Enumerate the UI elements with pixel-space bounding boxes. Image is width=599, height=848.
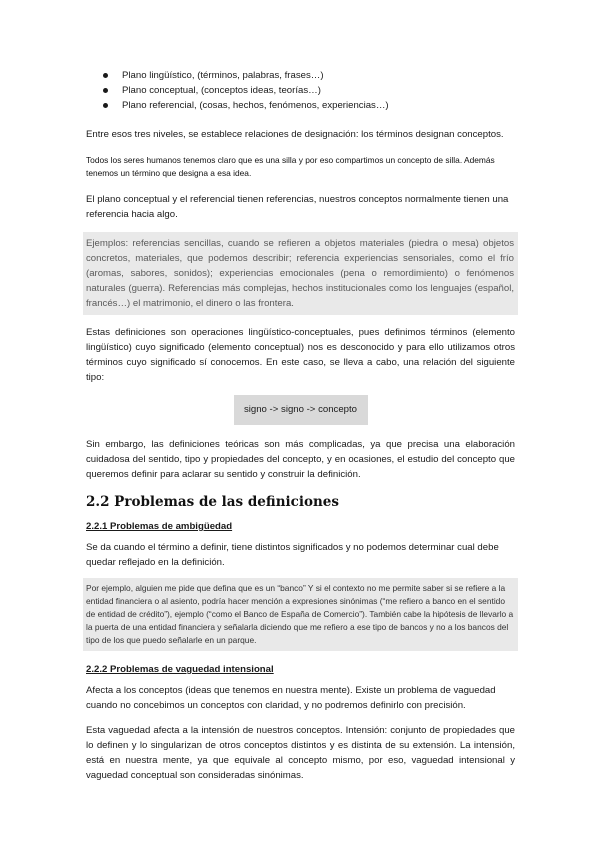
- section-title: 2.2 Problemas de las definiciones: [86, 494, 339, 510]
- list-item: [86, 68, 515, 83]
- bullet-icon: [103, 103, 108, 108]
- list-item-text: Plano referencial, (cosas, hechos, fenómenos, experiencias…): [122, 100, 389, 111]
- ambiguity-example-box: [83, 578, 518, 651]
- examples-box: [83, 232, 518, 315]
- paragraph-silla: Todos los seres humanos tenemos claro que es una silla y por eso compartimos un concepto de silla. Además tenemos un término que designa a esa idea.: [86, 155, 495, 178]
- bullet-icon: [103, 73, 108, 78]
- list-item-text: Plano conceptual, (conceptos ideas, teorías…): [122, 85, 321, 96]
- ambiguity-example-text: Por ejemplo, alguien me pide que defina que es un “banco” Y si el contexto no me permite saber si se refiere a la entidad financiera o al asiento, podría hacer mención a expresiones sinónimas (“me refiero a banco en el sentido de entidad de crédito”), ejemplo (“como el Banco de España de Comercio”). También cabe la hipótesis de llevarlo a la puerta de una entidad financiera y señalarla diciendo que me refiero a ese tipo de bancos y no a los bancos del tipo de los que puedo señalarle en un parque.: [86, 583, 514, 645]
- document-page: [86, 68, 515, 783]
- paragraph-designation: Entre esos tres niveles, se establece relaciones de designación: los términos designan conceptos.: [86, 129, 504, 140]
- subsection-title-ambiguity: 2.2.1 Problemas de ambigüedad: [86, 521, 233, 532]
- examples-text: Ejemplos: referencias sencillas, cuando se refieren a objetos materiales (piedra o mesa) objetos concretos, materiales, que podemos describir; referencia experiencias sensoriales, como el frío (aromas, sabores, sonidos); experiencias emocionales (pena o remordimiento) o fenómenos naturales (guerra). Referencias más complejas, hechos institucionales como los lenguajes (español, francés…) el matrimonio, el dinero o las frontera.: [86, 238, 514, 309]
- formula-box: signo -> signo -> concepto: [234, 395, 368, 425]
- list-item: [86, 98, 515, 113]
- formula-wrap: [86, 395, 515, 425]
- bullet-icon: [103, 88, 108, 93]
- paragraph-ambiguity: Se da cuando el término a definir, tiene distintos significados y no podemos determinar cual debe quedar reflejado en la definición.: [86, 542, 499, 568]
- paragraph-intension: Esta vaguedad afecta a la intensión de nuestros conceptos. Intensión: conjunto de propiedades que lo definen y lo singularizan de otros conceptos distintos y es distinta de su extensión. La intensión, está en nuestra mente, ya que equivale al concepto mismo, por eso, vaguedad intensional y vaguedad conceptual son consideradas sinónimas.: [86, 725, 515, 781]
- list-item: [86, 83, 515, 98]
- paragraph-references: El plano conceptual y el referencial tienen referencias, nuestros conceptos normalmente tienen una referencia hacia algo.: [86, 194, 509, 220]
- paragraph-vagueness: Afecta a los conceptos (ideas que tenemos en nuestra mente). Existe un problema de vaguedad cuando no concebimos un conceptos con claridad, y no podremos definirlo con precisión.: [86, 685, 496, 711]
- planes-list: [86, 68, 515, 113]
- list-item-text: Plano lingüístico, (términos, palabras, frases…): [122, 70, 324, 81]
- subsection-title-vagueness: 2.2.2 Problemas de vaguedad intensional: [86, 664, 274, 675]
- paragraph-operations: Estas definiciones son operaciones lingüístico-conceptuales, pues definimos términos (elemento lingüístico) cuyo significado (elemento conceptual) nos es desconocido y para ello utilizamos otros términos cuyo significado sí conocemos. En este caso, se lleva a cabo, una relación del siguiente tipo:: [86, 327, 515, 383]
- paragraph-theoretical: Sin embargo, las definiciones teóricas son más complicadas, ya que precisa una elaboración cuidadosa del sentido, tipo y propiedades del concepto, y en ocasiones, el estudio del concepto que queremos definir para aclarar su sentido y construir la definición.: [86, 439, 515, 480]
